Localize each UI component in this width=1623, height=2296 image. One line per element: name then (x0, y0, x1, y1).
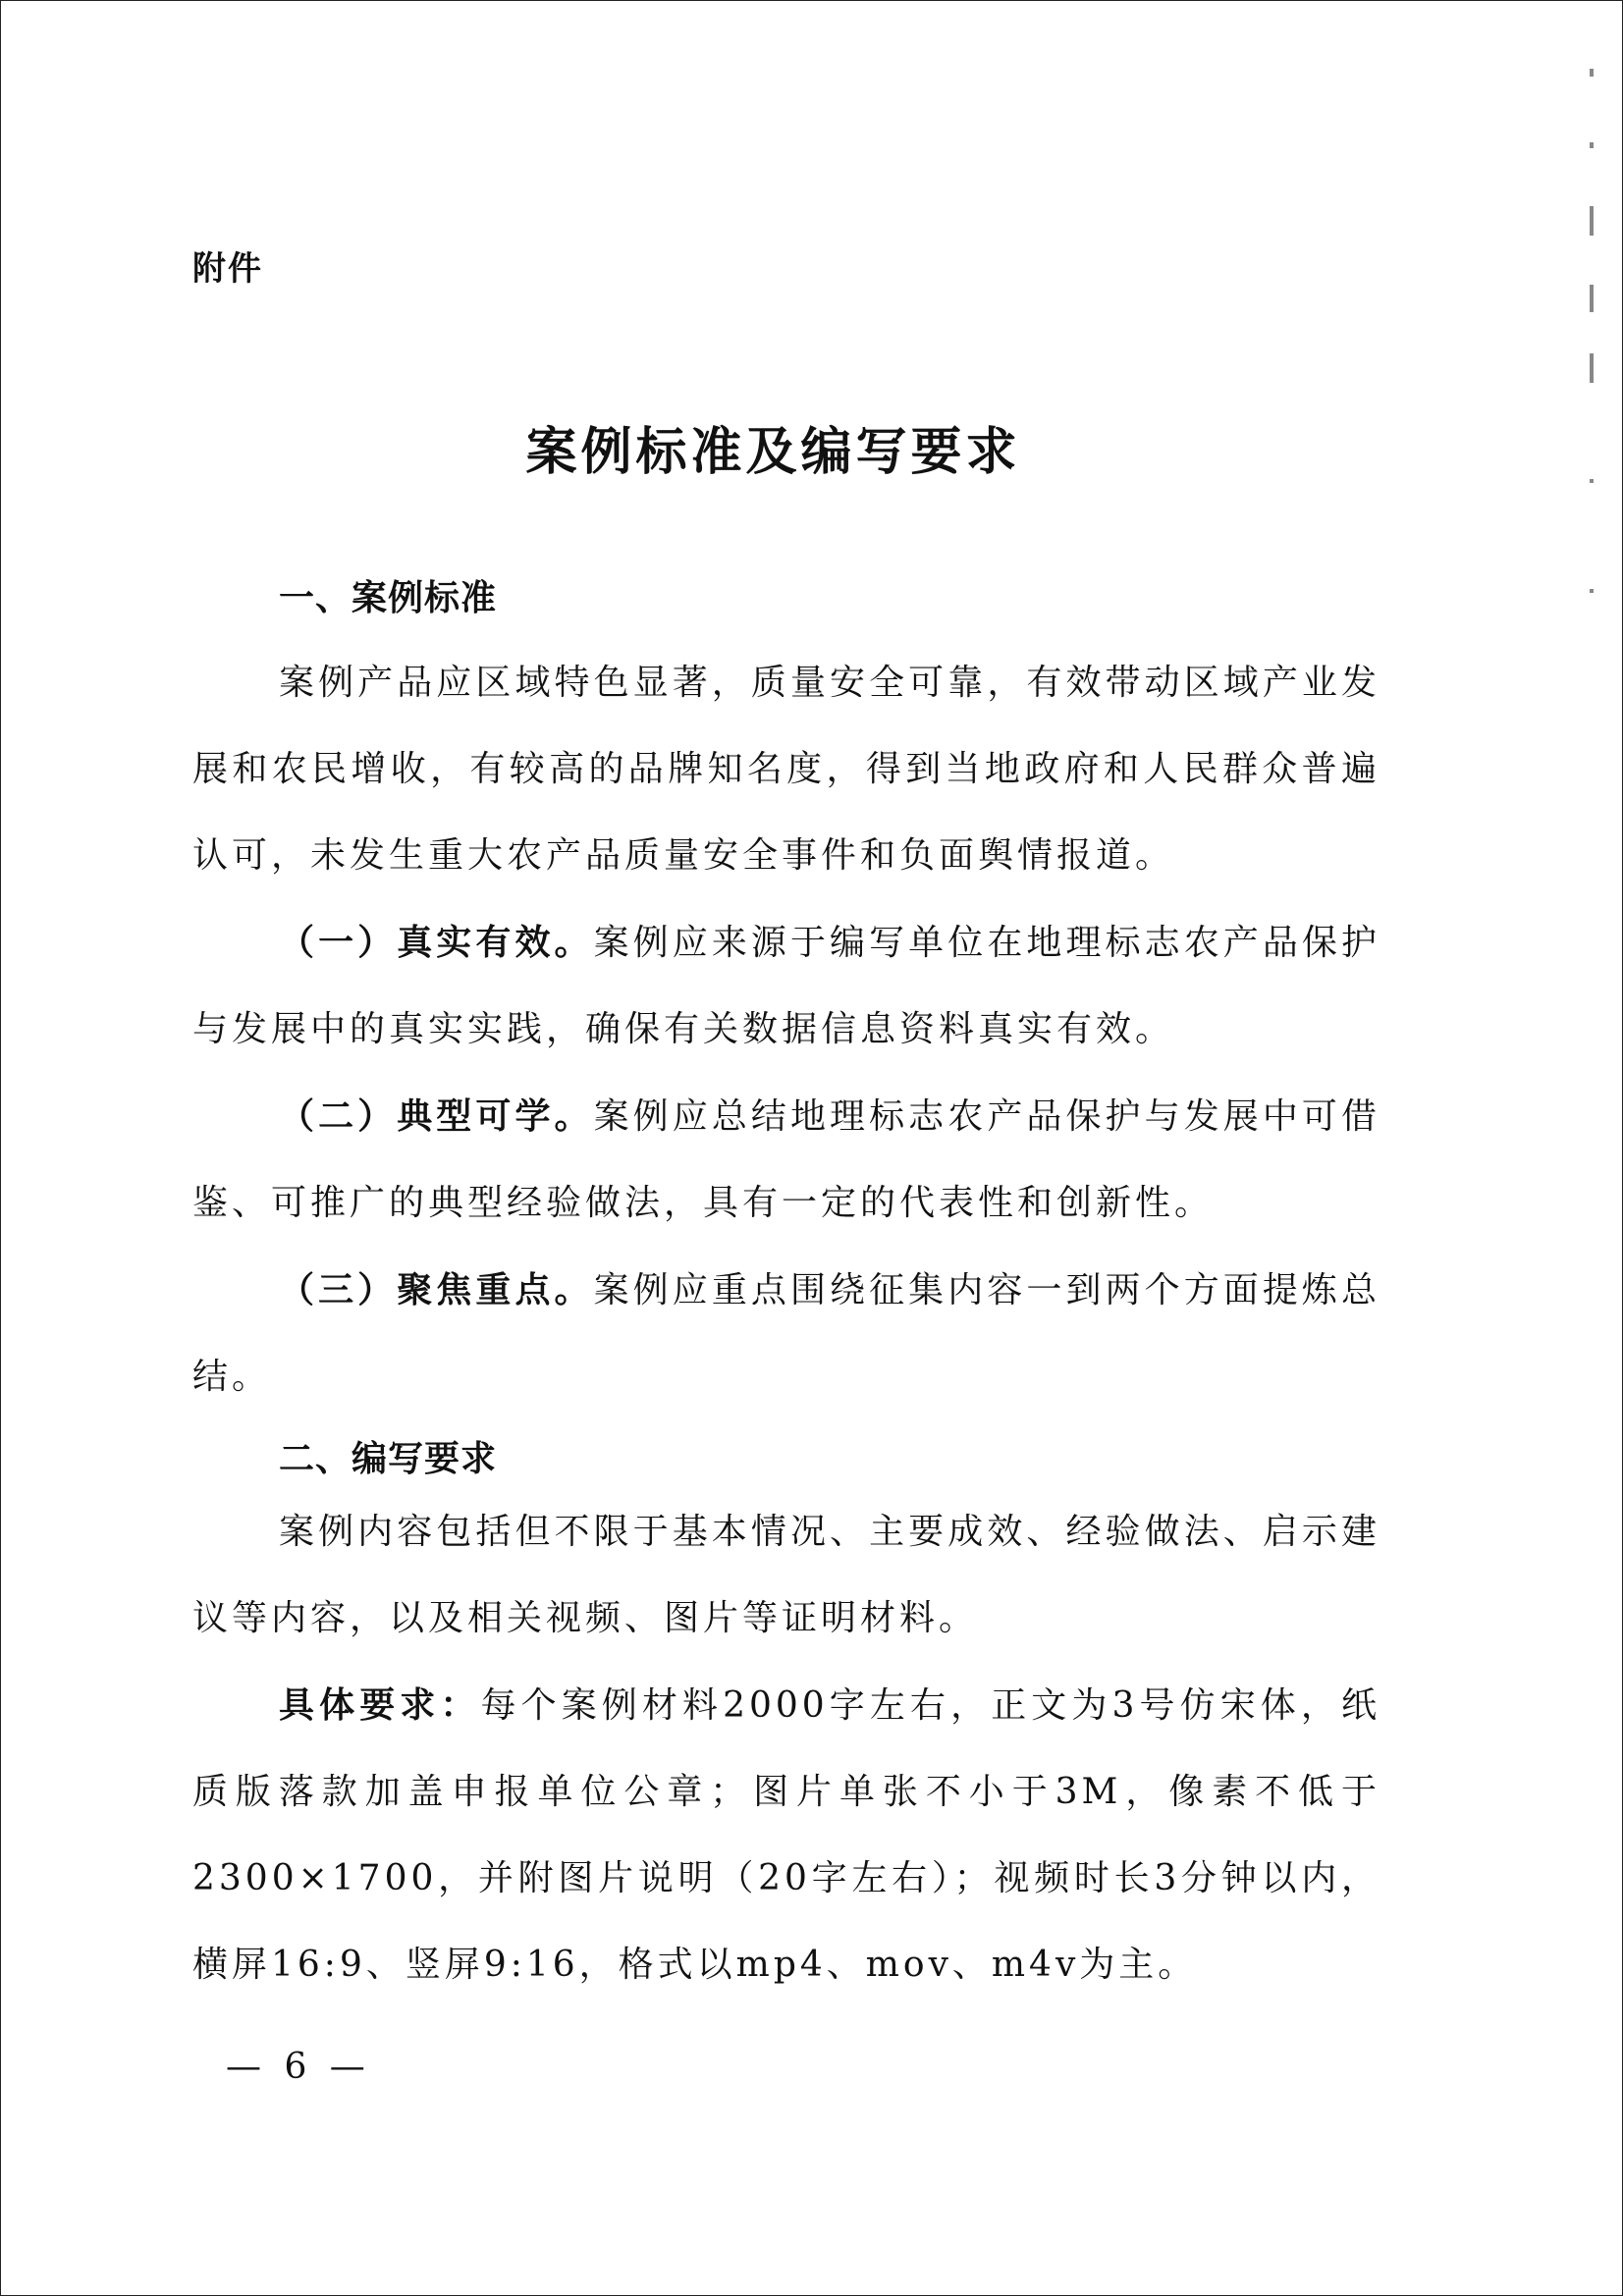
criterion-item-2 (192, 1073, 1380, 1247)
scan-edge-mark (1590, 589, 1594, 593)
scan-edge-mark (1590, 206, 1594, 236)
section2-heading: 二、编写要求 (279, 1439, 498, 1479)
criterion-label-1: （一）真实有效。 (279, 922, 594, 963)
criterion-item-1 (192, 899, 1380, 1073)
criterion-item-3 (192, 1247, 1380, 1420)
page-number: — 6 — (226, 2047, 371, 2087)
attachment-label: 附件 (192, 249, 263, 289)
criterion-text-1: 案例应来源于编写单位在地理标志农产品保护与发展中的真实实践，确保有关数据信息资料真实有效。 (192, 923, 1380, 1049)
section2-intro: 案例内容包括但不限于基本情况、主要成效、经验做法、启示建议等内容，以及相关视频、图片等证明材料。 (192, 1512, 1380, 1638)
criterion-label-2: （二）典型可学。 (279, 1095, 594, 1137)
section1-intro: 案例产品应区域特色显著，质量安全可靠，有效带动区域产业发展和农民增收，有较高的品牌知名度，得到当地政府和人民群众普遍认可，未发生重大农产品质量安全事件和负面舆情报道。 (192, 663, 1380, 876)
document-body (192, 569, 1380, 2008)
document-title: 案例标准及编写要求 (525, 422, 1021, 482)
scan-edge-mark (1590, 142, 1594, 148)
scan-edge-mark (1590, 285, 1594, 312)
section1-heading: 一、案例标准 (279, 578, 498, 618)
scan-edge-mark (1590, 479, 1594, 483)
specific-requirements-text: 每个案例材料2000字左右，正文为3号仿宋体，纸质版落款加盖申报单位公章；图片单张不小于3M，像素不低于2300×1700，并附图片说明（20字左右）；视频时长3分钟以内，横屏16:9、竖屏9:16，格式以mp4、mov、m4v为主。 (192, 1685, 1380, 1985)
specific-requirements-label: 具体要求： (279, 1684, 481, 1726)
scan-edge-mark (1590, 353, 1594, 383)
criterion-text-3: 案例应重点围绕征集内容一到两个方面提炼总结。 (192, 1270, 1380, 1397)
criterion-text-2: 案例应总结地理标志农产品保护与发展中可借鉴、可推广的典型经验做法，具有一定的代表性和创新性。 (192, 1096, 1380, 1223)
scan-edge-mark (1590, 69, 1594, 77)
specific-requirements (192, 1662, 1380, 2008)
criterion-label-3: （三）聚焦重点。 (279, 1269, 594, 1310)
